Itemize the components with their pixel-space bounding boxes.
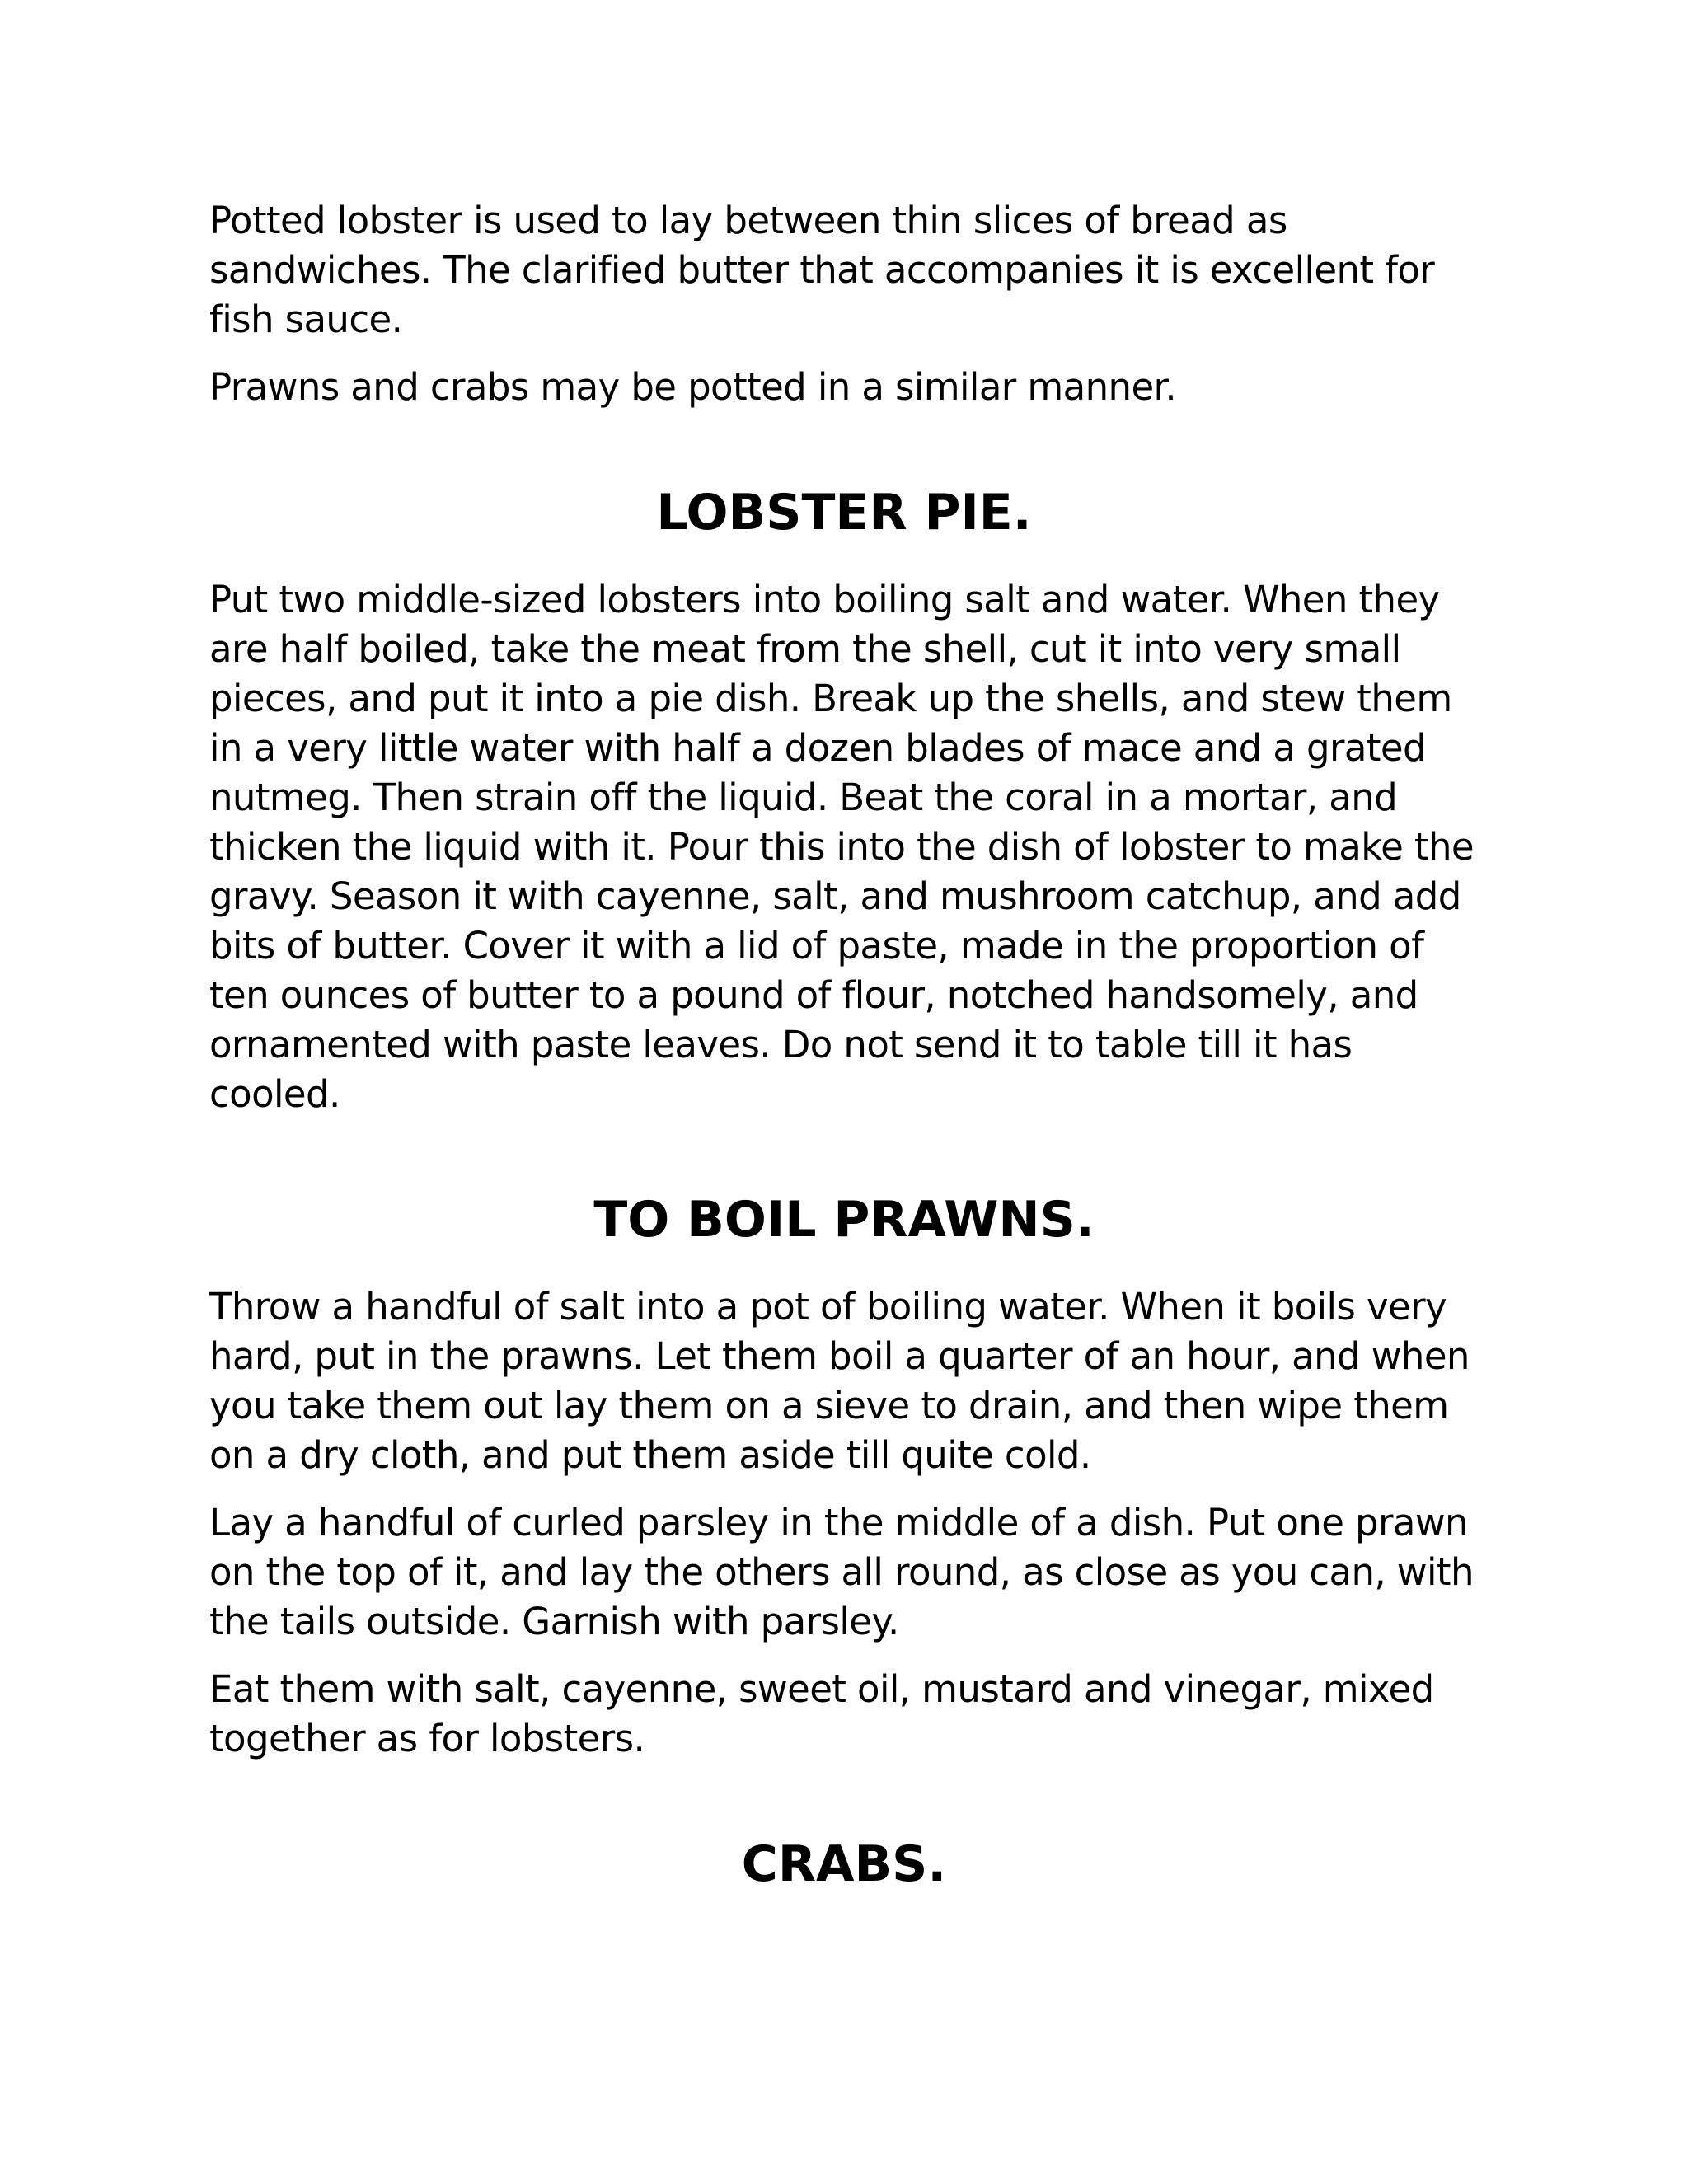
boil-prawns-paragraph-1: Throw a handful of salt into a pot of boiling water. When it boils very hard, put in the prawns. Let them boil a quarter of an hour, and when you take them out lay them on a sieve to drain, and then wipe them on a dry cloth, and put them aside till quite cold. [209,1285,1470,1477]
boil-prawns-paragraph-2: Lay a handful of curled parsley in the middle of a dish. Put one prawn on the top of it, and lay the others all round, as close as you can, with the tails outside. Garnish with parsley. [209,1501,1474,1643]
intro-paragraph-1: Potted lobster is used to lay between thin slices of bread as sandwiches. The clarified butter that accompanies it is excellent for fish sauce. [209,199,1435,341]
boil-prawns-paragraph-3: Eat them with salt, cayenne, sweet oil, mustard and vinegar, mixed together as for lobsters. [209,1667,1434,1760]
intro-paragraph-2: Prawns and crabs may be potted in a similar manner. [209,365,1177,409]
lobster-pie-heading: LOBSTER PIE. [656,484,1032,541]
boil-prawns-heading: TO BOIL PRAWNS. [593,1191,1095,1249]
document-page [209,196,1479,1927]
crabs-heading: CRABS. [741,1835,947,1893]
lobster-pie-paragraph-1: Put two middle-sized lobsters into boiling salt and water. When they are half boiled, take the meat from the shell, cut it into very small pieces, and put it into a pie dish. Break up the shells, and stew them in a very little water with half a dozen blades of mace and a grated nutmeg. Then strain off the liquid. Beat the coral in a mortar, and thicken the liquid with it. Pour this into the dish of lobster to make the gravy. Season it with cayenne, salt, and mushroom catchup, and add bits of butter. Cover it with a lid of paste, made in the proportion of ten ounces of butter to a pound of flour, notched handsomely, and ornamented with paste leaves. Do not send it to table till it has cooled. [209,578,1474,1116]
